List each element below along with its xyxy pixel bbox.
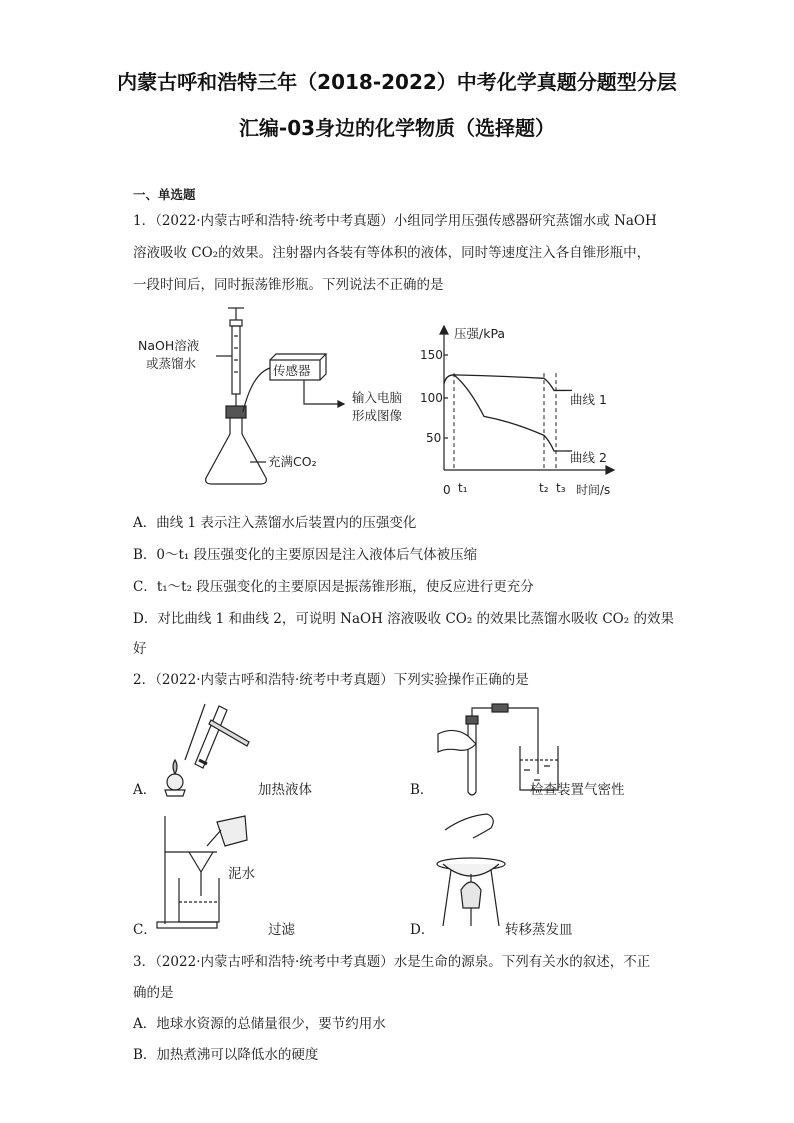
y-tick-100: 100 xyxy=(420,391,443,405)
q2-option-c-note: 泥水 xyxy=(228,866,255,882)
q3-stem-line-1: 3．（2022·内蒙古呼和浩特·统考中考真题）水是生命的源泉。下列有关水的叙述，不正 xyxy=(133,954,651,970)
q1-option-a: A．曲线 1 表示注入蒸馏水后装置内的压强变化 xyxy=(133,515,417,531)
q2-option-a-caption: 加热液体 xyxy=(258,782,312,798)
q2-option-b-caption: 检查装置气密性 xyxy=(530,782,625,798)
q2-stem: 2．（2022·内蒙古呼和浩特·统考中考真题）下列实验操作正确的是 xyxy=(133,672,529,688)
q1-option-c: C．t₁～t₂ 段压强变化的主要原因是振荡锥形瓶，使反应进行更充分 xyxy=(133,579,534,595)
x-tick-t1: t₁ xyxy=(458,481,468,495)
flask-label: 充满CO₂ xyxy=(268,454,317,469)
series-label-1: 曲线 1 xyxy=(570,392,607,407)
chart-series-line-2 xyxy=(444,375,566,451)
q1-option-d-line-2: 好 xyxy=(133,641,147,657)
x-axis-label: 时间/s xyxy=(576,483,611,497)
q1-option-d-line-1: D．对比曲线 1 和曲线 2，可说明 NaOH 溶液吸收 CO₂ 的效果比蒸馏水吸收 CO₂ 的效果 xyxy=(133,611,674,627)
q2-option-d-figure xyxy=(425,808,525,934)
q3-stem-line-2: 确的是 xyxy=(133,985,174,1001)
q2-option-b-letter: B． xyxy=(410,782,434,798)
q2-option-c-caption: 过滤 xyxy=(268,922,295,938)
sensor-label: 传感器 xyxy=(273,363,311,378)
computer-label-1: 输入电脑 xyxy=(352,390,403,405)
q1-pressure-chart xyxy=(418,318,628,500)
computer-label-2: 形成图像 xyxy=(352,408,403,423)
document-title-line-1: 内蒙古呼和浩特三年（2018-2022）中考化学真题分题型分层 xyxy=(117,70,677,94)
y-tick-150: 150 xyxy=(420,348,443,362)
section-heading: 一、单选题 xyxy=(133,187,196,202)
q3-option-b: B．加热煮沸可以降低水的硬度 xyxy=(133,1047,319,1063)
q3-option-a: A．地球水资源的总储量很少，要节约用水 xyxy=(133,1016,386,1032)
document-title-line-2: 汇编-03身边的化学物质（选择题） xyxy=(238,116,556,140)
syringe-label-1: NaOH溶液 xyxy=(138,338,200,353)
q1-stem-line-2: 溶液吸收 CO₂的效果。注射器内各装有等体积的液体，同时等速度注入各自锥形瓶中， xyxy=(133,245,651,261)
q2-option-d-letter: D． xyxy=(410,922,435,938)
q1-stem-line-1: 1．（2022·内蒙古呼和浩特·统考中考真题）小组同学用压强传感器研究蒸馏水或 NaOH xyxy=(133,213,657,229)
series-label-2: 曲线 2 xyxy=(570,450,607,465)
q1-stem-line-3: 一段时间后，同时振荡锥形瓶。下列说法不正确的是 xyxy=(133,277,444,293)
q1-option-b: B．0～t₁ 段压强变化的主要原因是注入液体后气体被压缩 xyxy=(133,547,478,563)
syringe-label-2: 或蒸馏水 xyxy=(146,356,197,371)
y-tick-50: 50 xyxy=(426,431,442,445)
x-tick-0: 0 xyxy=(443,483,451,497)
q1-apparatus-figure xyxy=(130,304,430,494)
q2-option-c-letter: C． xyxy=(133,922,157,938)
y-axis-label: 压强/kPa xyxy=(454,326,506,341)
x-tick-t2: t₂ xyxy=(539,481,549,495)
q2-option-a-letter: A． xyxy=(133,782,157,798)
x-tick-t3: t₃ xyxy=(556,481,566,495)
q2-option-a-figure xyxy=(155,700,255,800)
q2-option-d-caption: 转移蒸发皿 xyxy=(505,922,573,938)
